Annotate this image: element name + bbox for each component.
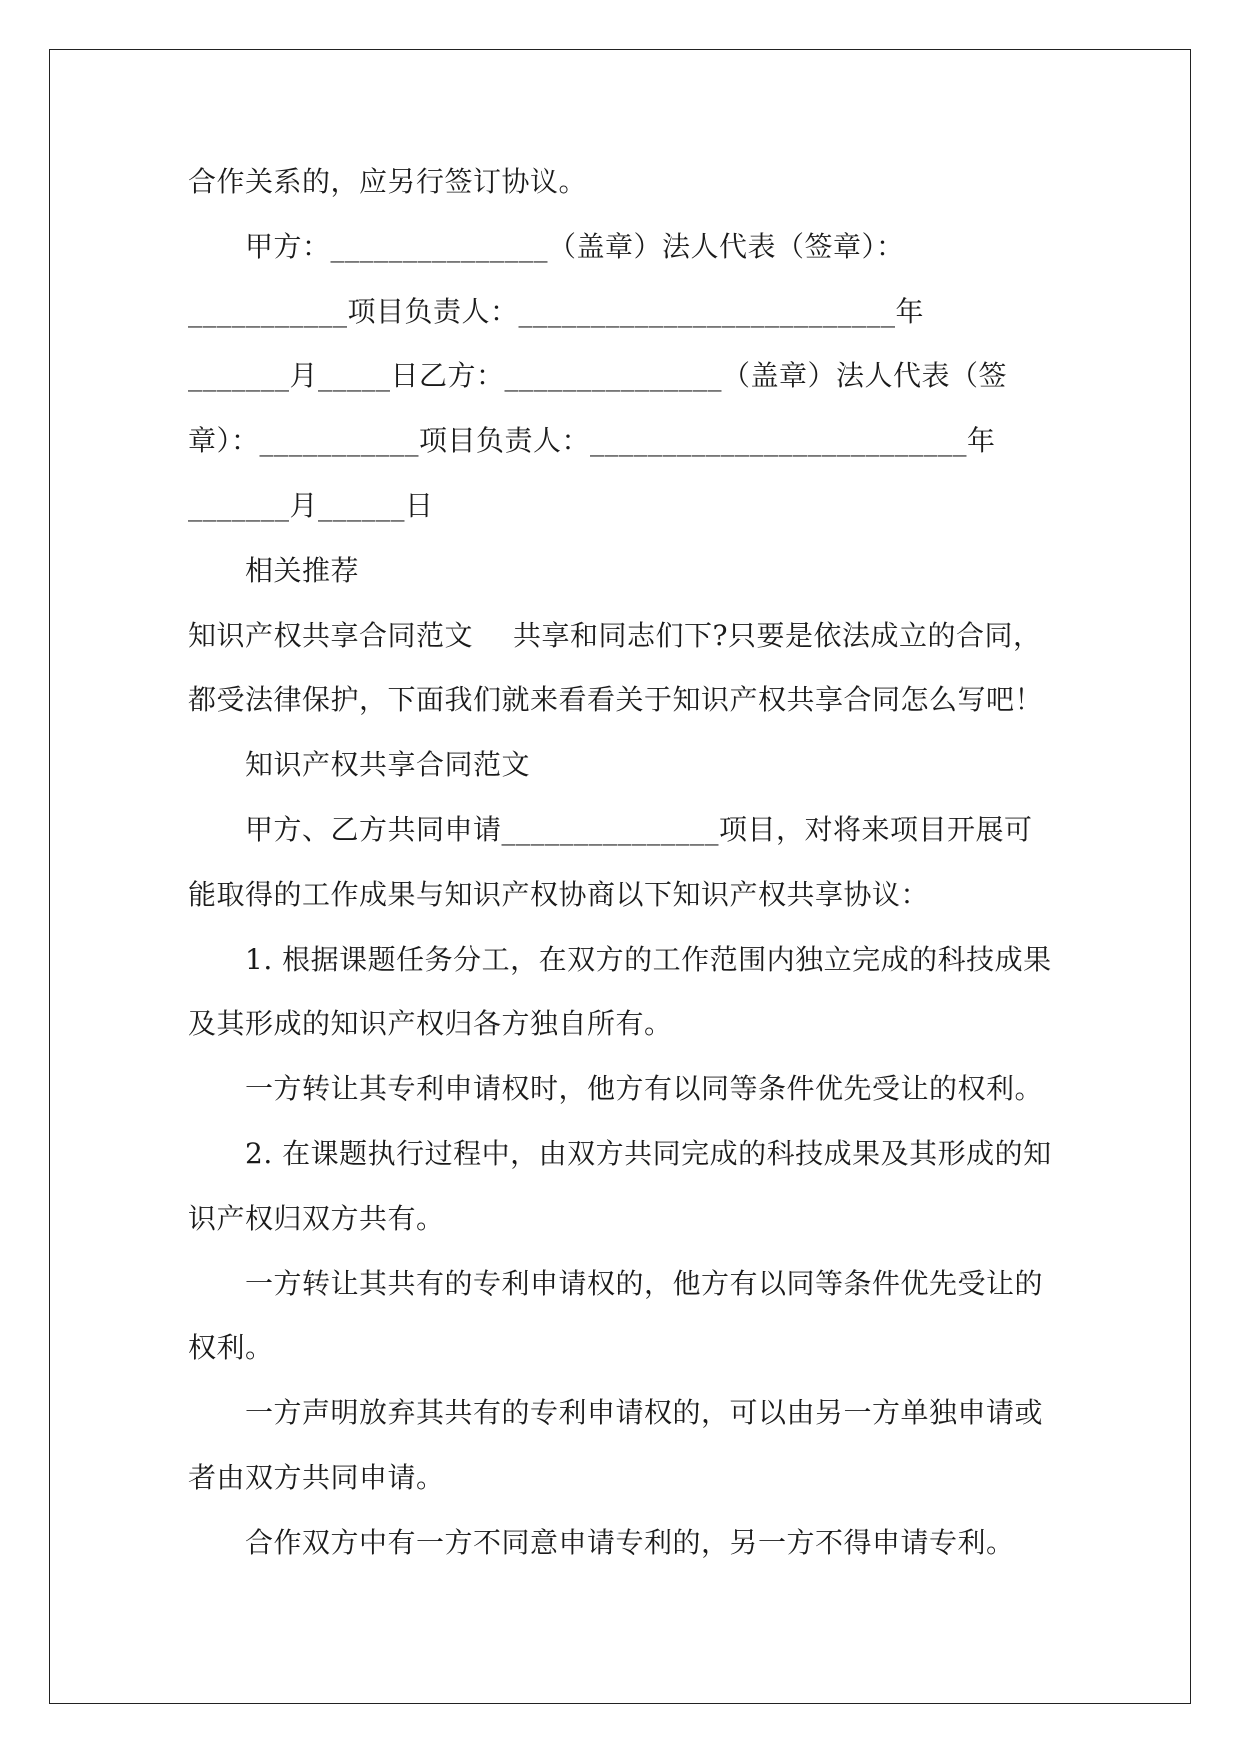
text-line: 合作关系的，应另行签订协议。 — [188, 165, 588, 198]
text-line: _______月______日 — [188, 488, 434, 522]
text-line: 甲方、乙方共同申请_______________项目，对将来项目开展可 — [245, 812, 1033, 846]
text-line-party-a: 甲方：_______________（盖章）法人代表（签章）： — [245, 229, 905, 263]
related-heading: 相关推荐 — [245, 553, 360, 587]
text-line: 章）：___________项目负责人：__________________________年 — [188, 424, 996, 458]
related-snippet: 共享和同志们下?只要是依法成立的合同， — [513, 618, 1042, 652]
text-line: 都受法律保护，下面我们就来看看关于知识产权共享合同怎么写吧！ — [188, 683, 1044, 717]
text-line-party-b: _______月_____日乙方：_______________（盖章）法人代表（签 — [188, 359, 1008, 393]
text-line: 一方声明放弃其共有的专利申请权的，可以由另一方单独申请或 — [245, 1396, 1044, 1430]
text-line: 识产权归双方共有。 — [188, 1201, 445, 1235]
text-line: 者由双方共同申请。 — [188, 1460, 445, 1494]
text-line: 合作双方中有一方不同意申请专利的，另一方不得申请专利。 — [245, 1525, 1015, 1559]
section-title: 知识产权共享合同范文 — [245, 748, 531, 782]
text-line: 一方转让其专利申请权时，他方有以同等条件优先受让的权利。 — [245, 1072, 1044, 1106]
text-line: ___________项目负责人：__________________________年 — [188, 294, 925, 328]
text-line: 及其形成的知识产权归各方独自所有。 — [188, 1007, 673, 1041]
text-line: 能取得的工作成果与知识产权协商以下知识产权共享协议： — [188, 877, 930, 911]
text-line: 一方转让其共有的专利申请权的，他方有以同等条件优先受让的 — [245, 1266, 1044, 1300]
text-line: 权利。 — [188, 1331, 274, 1365]
document-body — [188, 150, 1058, 1576]
clause-2: 2. 在课题执行过程中，由双方共同完成的科技成果及其形成的知 — [245, 1136, 1052, 1170]
related-recommendation — [188, 604, 1058, 669]
clause-1: 1. 根据课题任务分工，在双方的工作范围内独立完成的科技成果 — [245, 942, 1052, 976]
related-link[interactable]: 知识产权共享合同范文 — [188, 618, 474, 652]
